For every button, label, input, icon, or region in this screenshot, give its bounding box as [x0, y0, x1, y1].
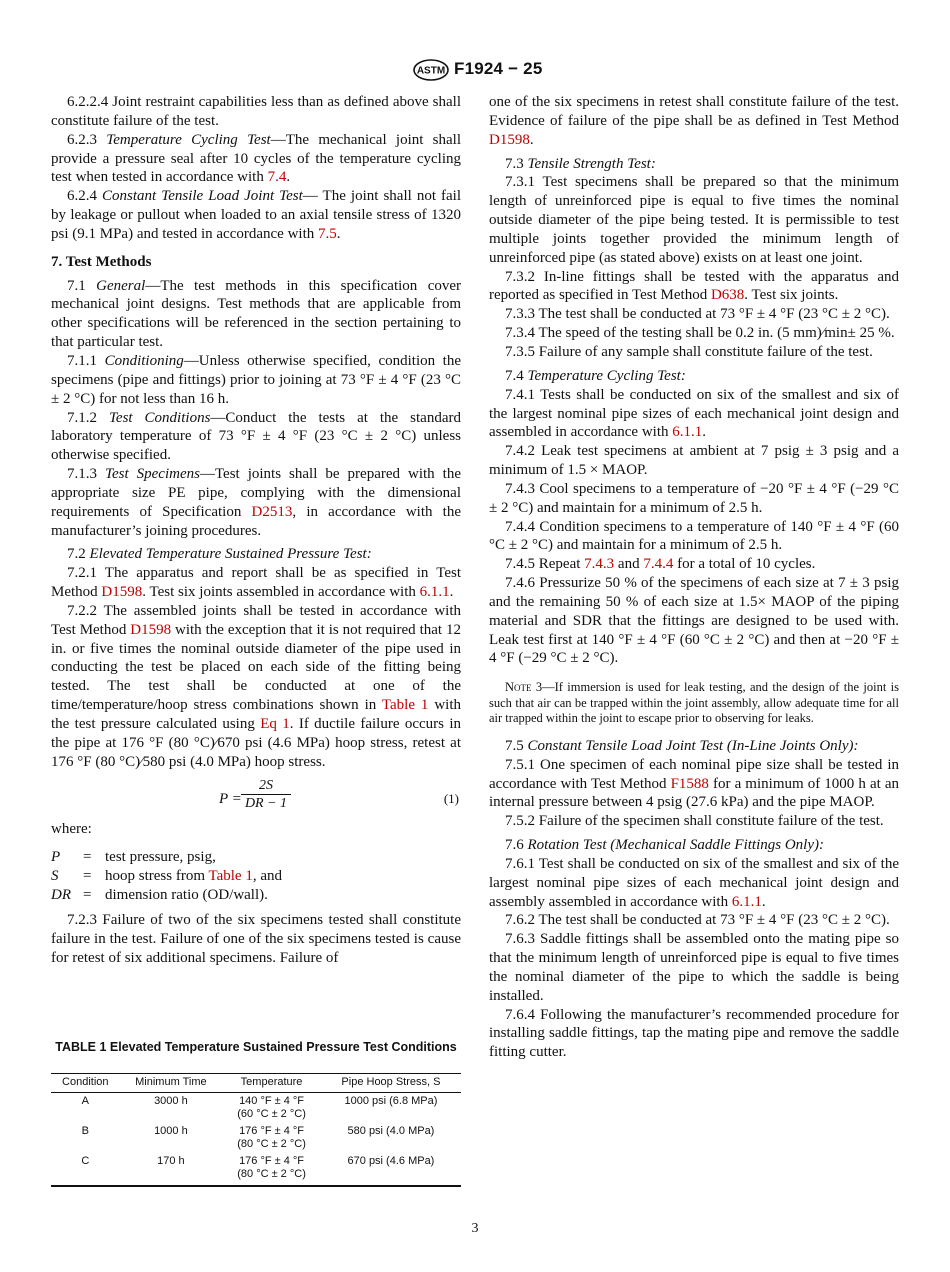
equation-fraction — [241, 778, 291, 813]
section-heading-test-methods: 7. Test Methods — [51, 253, 152, 270]
xref-d1598[interactable]: D1598 — [130, 621, 172, 638]
right-column — [489, 93, 899, 1062]
page-number: 3 — [471, 1221, 479, 1236]
cell-condition: A — [81, 1094, 89, 1107]
xref-table-1[interactable]: Table 1 — [381, 697, 429, 714]
table-header-row — [51, 1074, 461, 1093]
xref-d638[interactable]: D638 — [710, 287, 745, 304]
column-header: Condition — [51, 1074, 120, 1093]
xref-f1588[interactable]: F1588 — [670, 775, 709, 792]
para-7-4: 7.4 Temperature Cycling Test: — [505, 367, 686, 384]
variable-row: S = hoop stress from Table 1, and — [51, 868, 283, 885]
note-3: Note 3—If immersion is used for leak testing, and the design of the joint is such that air can be trapped within the joint assembly, allow adequate time for all air trapped within the joint to escape prior to observing for leaks. — [489, 680, 899, 726]
cell-stress: 670 psi (4.6 MPa) — [321, 1153, 461, 1186]
para-7-5-1: 7.5.1 One specimen of each nominal pipe size shall be tested in accordance with Test Method F1588 for a minimum of 1000 h at an internal pressure between 4 psig (27.6 kPa) and the pipe MAOP. — [489, 756, 900, 811]
para-7-1-2: 7.1.2 Test Conditions—Conduct the tests at the standard laboratory temperature of 73 °F ± 4 °F (23 °C ± 2 °C) unless otherwise specified. — [51, 409, 461, 464]
para-7-4-5: 7.4.5 Repeat 7.4.3 and 7.4.4 for a total of 10 cycles. — [505, 556, 816, 573]
table-row — [51, 1153, 461, 1186]
equation-number: (1) — [443, 790, 459, 806]
equation-denominator: DR − 1 — [244, 795, 288, 811]
where-label: where: — [51, 820, 92, 837]
para-7-6-4: 7.6.4 Following the manufacturer’s recommended procedure for installing saddle fittings, tap the mating pipe and remove the saddle fitting cutter. — [489, 1006, 899, 1061]
cell-stress: 1000 psi (6.8 MPa) — [344, 1094, 438, 1107]
para-7-6: 7.6 Rotation Test (Mechanical Saddle Fittings Only): — [505, 837, 824, 854]
para-7-2-3: 7.2.3 Failure of two of the six specimens tested shall constitute failure in the test. Failure of one of the six specimens tested is cause for retest of six additional specimens. Failure of — [51, 911, 461, 966]
para-7-1: 7.1 General—The test methods in this specification cover mechanical joint designs. Test methods that are applicable from other specifications will be referenced in the section pertaining to that particular test. — [51, 277, 462, 351]
variable-row: P = test pressure, psig, — [51, 849, 216, 866]
cell-temperature: 176 °F ± 4 °F (80 °C ± 2 °C) — [222, 1153, 321, 1186]
equation-lhs: P = — [219, 790, 242, 807]
xref-7-4-4[interactable]: 7.4.4 — [643, 556, 674, 573]
para-7-2-3-cont: one of the six specimens in retest shall constitute failure of the test. Evidence of failure of the pipe shall be as defined in Test Method D1598. — [489, 94, 899, 148]
left-column — [51, 93, 461, 967]
cell-temperature: 176 °F ± 4 °F (80 °C ± 2 °C) — [237, 1124, 306, 1150]
para-7-5: 7.5 Constant Tensile Load Joint Test (In-Line Joints Only): — [505, 737, 859, 754]
para-7-5-2: 7.5.2 Failure of the specimen shall constitute failure of the test. — [505, 813, 884, 830]
para-6-2-3: 6.2.3 Temperature Cycling Test—The mechanical joint shall provide a pressure seal after 10 cycles of the temperature cycling test when tested in accordance with 7.4. — [51, 131, 462, 186]
para-7-3-1: 7.3.1 Test specimens shall be prepared so that the minimum length of unreinforced pipe is equal to five times the nominal outside diameter of the pipe being tested. It is permissible to test multiple joints together provided the minimum length of unreinforced pipe (as stated above) exists on at least one joint. — [489, 174, 899, 266]
cell-time: 3000 h — [154, 1094, 188, 1107]
table-row — [51, 1092, 461, 1123]
xref-d1598[interactable]: D1598 — [489, 131, 530, 148]
xref-7-4-3[interactable]: 7.4.3 — [584, 556, 615, 573]
table-row — [51, 1123, 461, 1153]
xref-d2513[interactable]: D2513 — [251, 503, 293, 520]
xref-table-1[interactable]: Table 1 — [208, 868, 253, 885]
xref-7-5[interactable]: 7.5 — [318, 225, 337, 242]
para-6-2-2-4: 6.2.2.4 Joint restraint capabilities less than as defined above shall constitute failure of the test. — [51, 94, 461, 129]
xref-d1598[interactable]: D1598 — [101, 584, 143, 601]
equation-1 — [51, 776, 461, 820]
para-6-2-4: 6.2.4 Constant Tensile Load Joint Test— The joint shall not fail by leakage or pullout when loaded to an axial tensile stress of 1320 psi (9.1 MPa) and tested in accordance with 7.5. — [51, 188, 462, 242]
cell-temperature: 140 °F ± 4 °F (60 °C ± 2 °C) — [237, 1094, 306, 1120]
para-7-2: 7.2 Elevated Temperature Sustained Pressure Test: — [67, 546, 372, 563]
para-7-2-2: 7.2.2 The assembled joints shall be tested in accordance with Test Method D1598 with the exception that it is not required that 12 in. or five times the nominal outside diameter of the pipe used in conducting the test be placed on each side of the fitting being tested. The test shall be conducted at one of the time/temperature/hoop stress combinations shown in Table 1 with the test pressure calculated using Eq 1. If ductile failure occurs in the pipe at 176 °F (80 °C)⁄670 psi (4.6 MPa) hoop stress, retest at 176 °F (80 °C)⁄580 psi (4.0 MPa) hoop stress. — [51, 602, 462, 770]
para-7-4-3: 7.4.3 Cool specimens to a temperature of −20 °F ± 4 °F (−29 °C ± 2 °C) and maintain for a minimum of 2.5 h. — [489, 480, 899, 516]
para-7-6-3: 7.6.3 Saddle fittings shall be assembled onto the mating pipe so that the minimum length of unreinforced pipe is equal to five times the nominal diameter of the pipe to which the saddle is being installed. — [489, 931, 899, 1004]
column-header: Minimum Time — [120, 1074, 223, 1093]
xref-6-1-1[interactable]: 6.1.1 — [731, 893, 762, 910]
para-7-2-1: 7.2.1 The apparatus and report shall be as specified in Test Method D1598. Test six joints assembled in accordance with 6.1.1. — [51, 565, 461, 601]
para-7-3-3: 7.3.3 The test shall be conducted at 73 °F ± 4 °F (23 °C ± 2 °C). — [505, 306, 890, 323]
para-7-3-4: 7.3.4 The speed of the testing shall be 0.2 in. (5 mm)⁄min± 25 %. — [505, 325, 895, 342]
column-header: Temperature — [222, 1074, 321, 1093]
cell-time: 170 h — [120, 1153, 223, 1186]
xref-7-4[interactable]: 7.4 — [267, 169, 287, 186]
para-7-3-2: 7.3.2 In-line fittings shall be tested with the apparatus and reported as specified in Test Method D638. Test six joints. — [489, 268, 899, 304]
xref-6-1-1[interactable]: 6.1.1 — [419, 584, 450, 601]
xref-6-1-1[interactable]: 6.1.1 — [672, 424, 703, 441]
page-header — [0, 58, 950, 82]
cell-time: 1000 h — [154, 1124, 188, 1137]
cell-condition: B — [81, 1124, 89, 1137]
variable-row: DR = dimension ratio (OD/wall). — [51, 887, 268, 904]
document-designation: F1924 − 25 — [454, 59, 543, 78]
svg-text:ASTM: ASTM — [416, 65, 446, 77]
equation-numerator: 2S — [241, 778, 291, 795]
para-7-4-1: 7.4.1 Tests shall be conducted on six of the smallest and six of the largest nominal pipe sizes of each mechanical joint design and assembled in accordance with 6.1.1. — [489, 386, 899, 441]
variable-definitions — [51, 848, 461, 905]
para-7-1-3: 7.1.3 Test Specimens—Test joints shall be prepared with the appropriate size PE pipe, complying with the dimensional requirements of Specification D2513, in accordance with the manufacturer’s joining procedures. — [51, 466, 462, 539]
cell-stress: 580 psi (4.0 MPa) — [347, 1124, 435, 1137]
table-1-title: TABLE 1 Elevated Temperature Sustained Pressure Test Conditions — [55, 1040, 457, 1054]
astm-logo-icon — [411, 58, 451, 82]
para-7-1-1: 7.1.1 Conditioning—Unless otherwise specified, condition the specimens (pipe and fittings) prior to joining at 73 °F ± 4 °F (23 °C ± 2 °C) for not less than 16 h. — [51, 352, 461, 407]
xref-eq-1[interactable]: Eq 1 — [260, 716, 290, 732]
column-header: Pipe Hoop Stress, S — [321, 1074, 461, 1093]
para-7-3: 7.3 Tensile Strength Test: — [505, 155, 656, 172]
para-7-4-4: 7.4.4 Condition specimens to a temperature of 140 °F ± 4 °F (60 °C ± 2 °C) and maintain for a minimum of 2.5 h. — [489, 518, 899, 554]
para-7-3-5: 7.3.5 Failure of any sample shall constitute failure of the test. — [505, 343, 873, 360]
para-7-4-6: 7.4.6 Pressurize 50 % of the specimens of each size at 7 ± 3 psig and the remaining 50 % of each size at 1.5× MAOP of the piping material and SDR that the fittings are designed to be used with. Leak test first at 140 °F ± 4 °F (60 °C ± 2 °C) and then at −20 °F ± 4 °F (−29 °C ± 2 °C). — [489, 575, 899, 667]
para-7-6-2: 7.6.2 The test shall be conducted at 73 °F ± 4 °F (23 °C ± 2 °C). — [505, 912, 890, 929]
table-1 — [51, 1073, 461, 1187]
para-7-6-1: 7.6.1 Test shall be conducted on six of the smallest and six of the largest nominal pipe sizes of each mechanical joint design and assembly assembled in accordance with 6.1.1. — [489, 855, 899, 910]
para-7-4-2: 7.4.2 Leak test specimens at ambient at 7 psig ± 3 psig and a minimum of 1.5 × MAOP. — [489, 443, 899, 479]
cell-condition: C — [51, 1153, 120, 1186]
